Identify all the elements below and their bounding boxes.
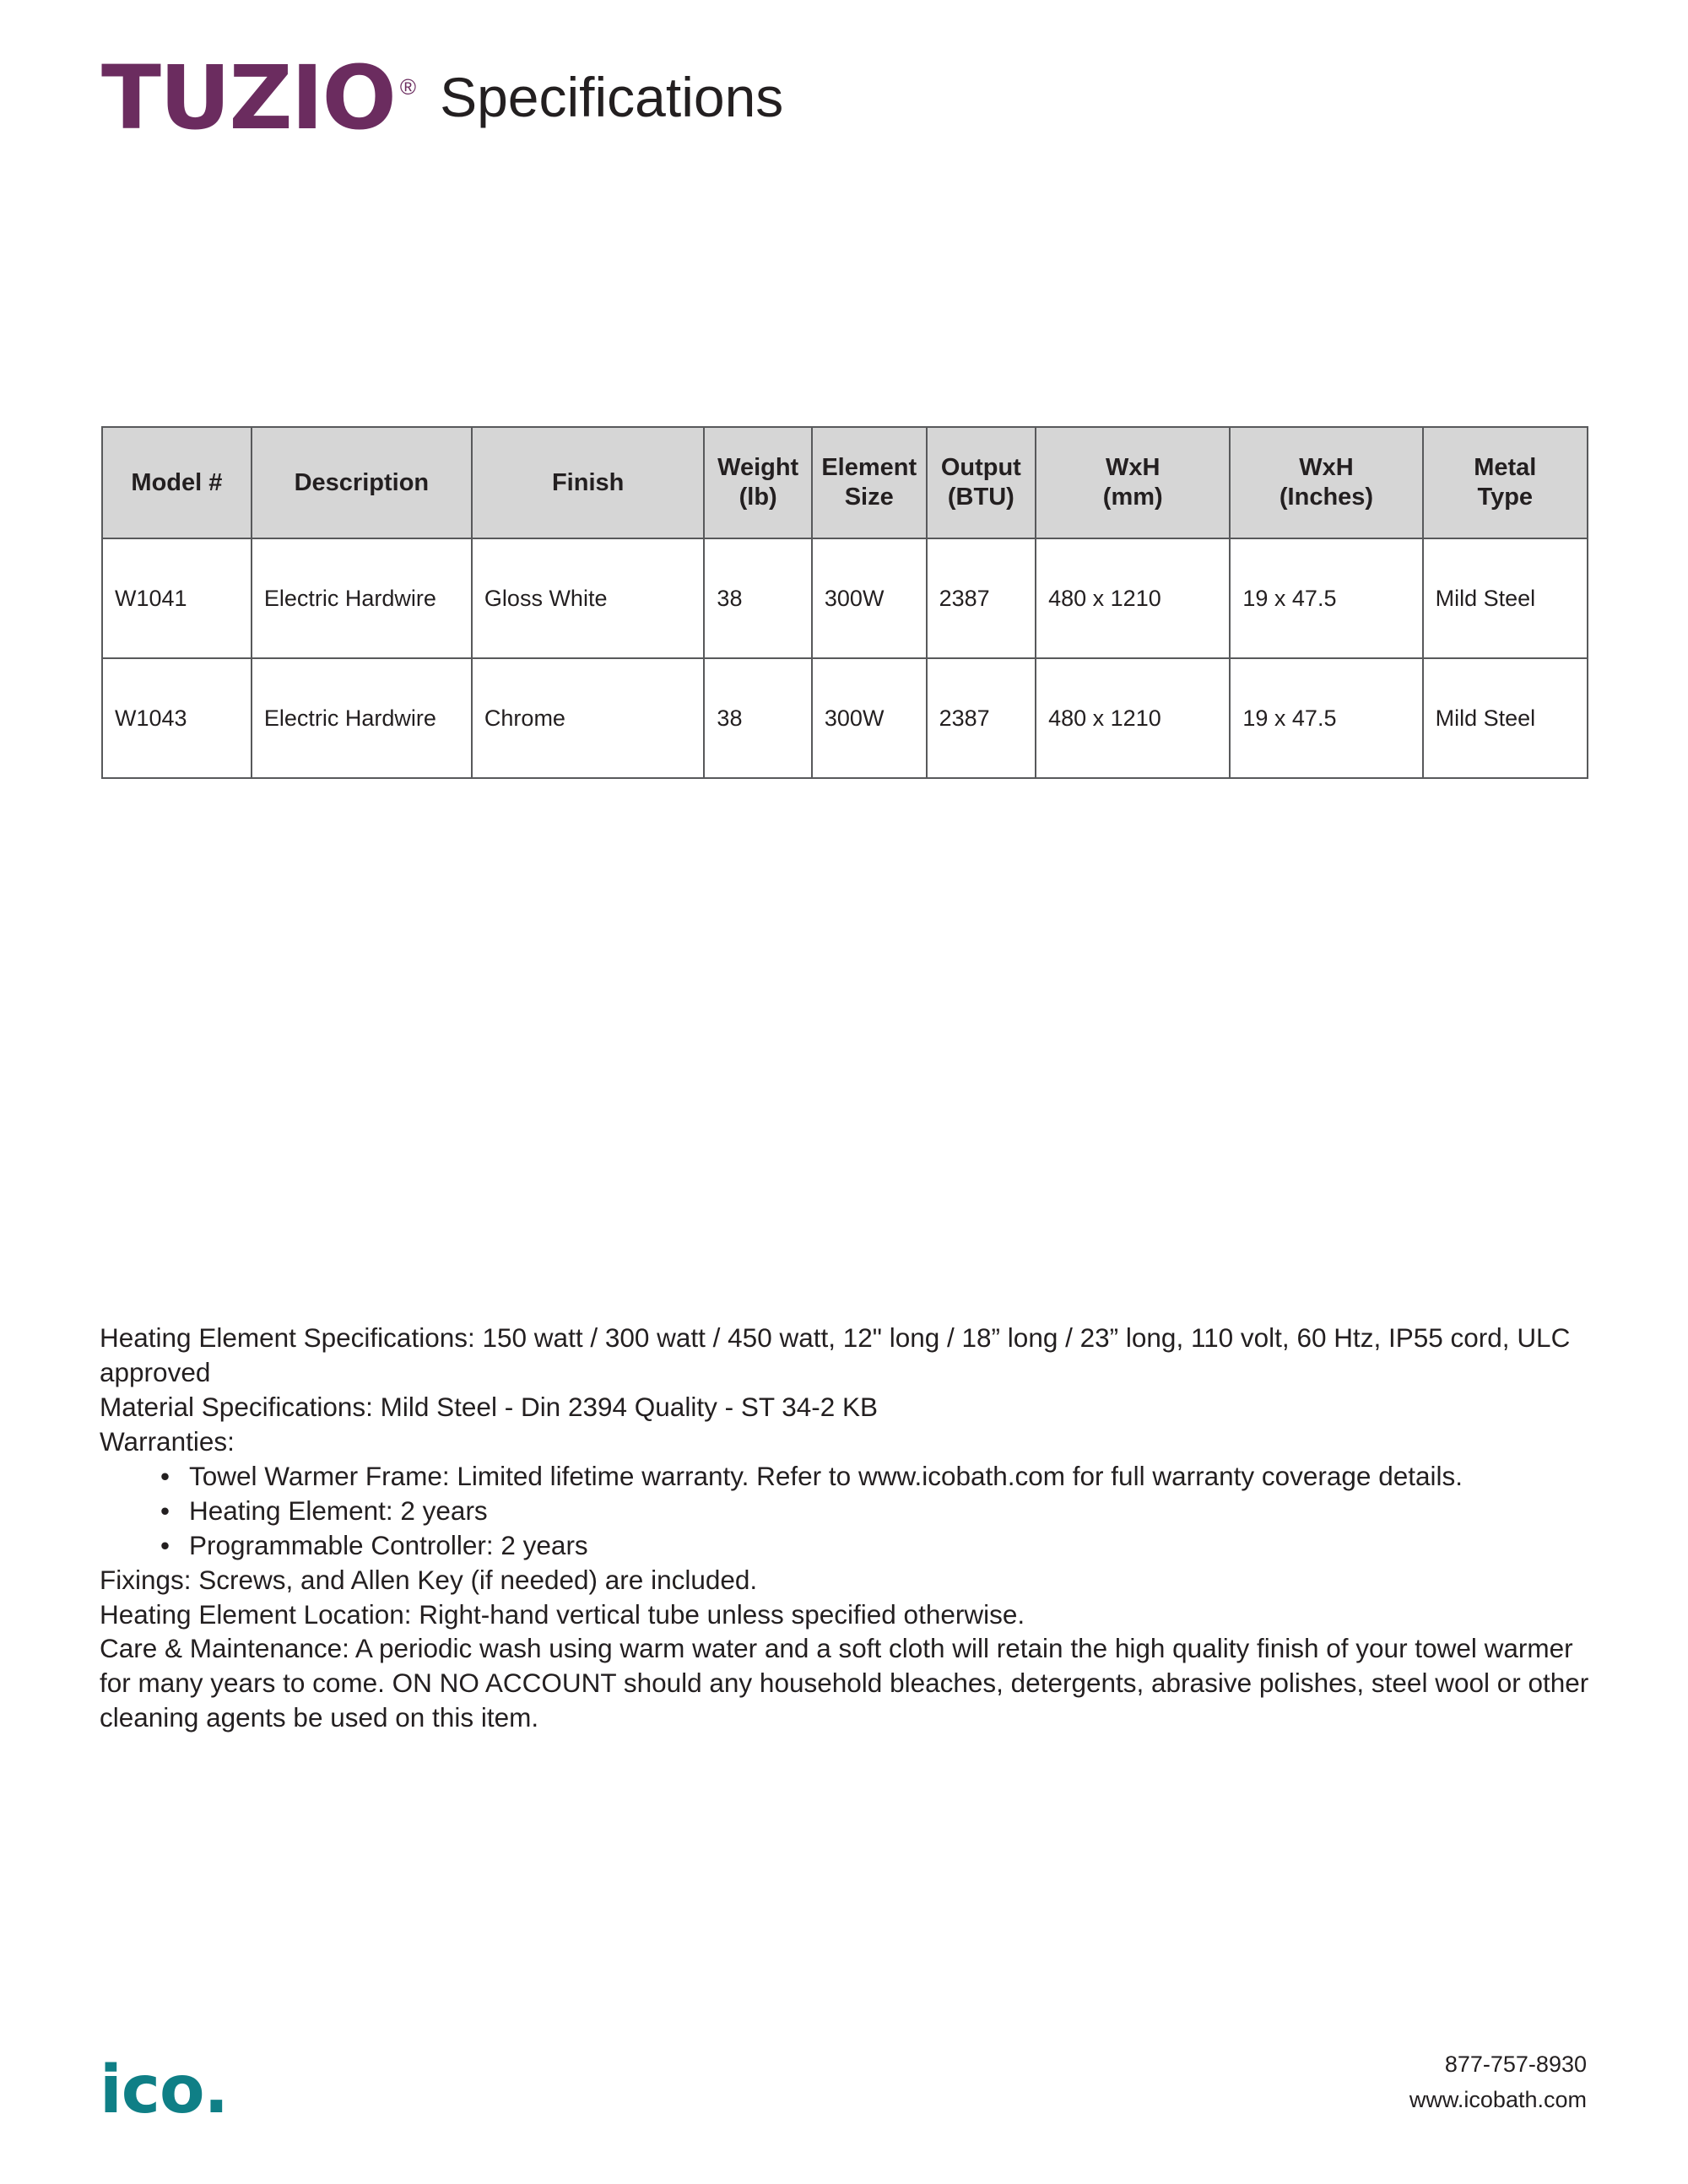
cell-output: 2387 — [927, 658, 1036, 778]
specifications-table-container — [101, 426, 1588, 779]
table-header-row — [102, 427, 1588, 538]
warranty-list — [100, 1459, 1610, 1563]
cell-description: Electric Hardwire — [252, 538, 472, 658]
cell-wxh-inches: 19 x 47.5 — [1230, 538, 1422, 658]
column-header-description-line1: Description — [294, 468, 430, 496]
column-header-model — [102, 427, 252, 538]
table-row — [102, 658, 1588, 778]
page-header — [101, 46, 784, 149]
column-header-output-line1: Output — [940, 454, 1021, 482]
column-header-output-line2: (BTU) — [947, 484, 1014, 511]
note-heating-element-specs: Heating Element Specifications: 150 watt / 300 watt / 450 watt, 12" long / 18” long / 23” long, 110 volt, 60 Htz, IP55 cord, ULC approved — [100, 1322, 1571, 1387]
table-row — [102, 538, 1588, 658]
column-header-wxh-inches — [1230, 427, 1422, 538]
column-header-wxh-mm-line2: (mm) — [1102, 484, 1163, 511]
column-header-metal-type — [1423, 427, 1588, 538]
column-header-output — [927, 427, 1036, 538]
cell-description: Electric Hardwire — [252, 658, 472, 778]
column-header-weight-line1: Weight — [717, 454, 799, 482]
tuzio-logo — [101, 46, 417, 149]
cell-model: W1043 — [102, 658, 252, 778]
cell-model: W1041 — [102, 538, 252, 658]
column-header-wxh-mm — [1036, 427, 1230, 538]
column-header-description — [252, 427, 472, 538]
note-care-maintenance: Care & Maintenance: A periodic wash using warm water and a soft cloth will retain the high quality finish of your towel warmer for many years to come. ON NO ACCOUNT should any household bleaches, detergents, abrasive polishes, steel wool or other cleaning agents be used on this item. — [100, 1633, 1589, 1733]
column-header-weight-line2: (lb) — [738, 484, 777, 511]
footer-website[interactable]: www.icobath.com — [1409, 2087, 1587, 2113]
column-header-element-size-line2: Size — [844, 484, 894, 511]
cell-metal-type: Mild Steel — [1423, 658, 1588, 778]
footer-contact — [1409, 2047, 1587, 2118]
cell-finish: Chrome — [472, 658, 705, 778]
cell-output: 2387 — [927, 538, 1036, 658]
specifications-table — [101, 426, 1588, 779]
cell-wxh-mm: 480 x 1210 — [1036, 658, 1230, 778]
cell-element-size: 300W — [812, 658, 927, 778]
tuzio-wordmark: TUZIO — [101, 46, 395, 149]
list-item: • Programmable Controller: 2 years — [160, 1528, 1610, 1563]
cell-element-size: 300W — [812, 538, 927, 658]
page-title: Specifications — [440, 66, 784, 129]
list-item: • Towel Warmer Frame: Limited lifetime warranty. Refer to www.icobath.com for full warranty coverage details. — [160, 1459, 1610, 1494]
column-header-wxh-mm-line1: WxH — [1106, 454, 1160, 482]
column-header-wxh-inches-line1: WxH — [1299, 454, 1354, 482]
list-item: • Heating Element: 2 years — [160, 1494, 1610, 1528]
column-header-wxh-inches-line2: (Inches) — [1279, 484, 1374, 511]
notes-section — [100, 1321, 1610, 1735]
column-header-weight — [704, 427, 811, 538]
footer-phone: 877-757-8930 — [1444, 2052, 1587, 2078]
column-header-finish — [472, 427, 705, 538]
cell-metal-type: Mild Steel — [1423, 538, 1588, 658]
cell-wxh-mm: 480 x 1210 — [1036, 538, 1230, 658]
column-header-element-size — [812, 427, 927, 538]
ico-logo: ico. — [100, 2052, 229, 2128]
column-header-metal-type-line1: Metal — [1474, 454, 1537, 482]
column-header-element-size-line1: Element — [821, 454, 917, 482]
column-header-finish-line1: Finish — [551, 468, 625, 496]
cell-wxh-inches: 19 x 47.5 — [1230, 658, 1422, 778]
column-header-metal-type-line2: Type — [1477, 484, 1534, 511]
cell-weight: 38 — [704, 538, 811, 658]
cell-finish: Gloss White — [472, 538, 705, 658]
registered-trademark-icon: ® — [399, 74, 417, 100]
note-fixings: Fixings: Screws, and Allen Key (if needed) are included. — [100, 1564, 758, 1595]
note-warranties-label: Warranties: — [100, 1425, 235, 1457]
note-heating-element-location: Heating Element Location: Right-hand vertical tube unless specified otherwise. — [100, 1598, 1025, 1630]
cell-weight: 38 — [704, 658, 811, 778]
column-header-model-line1: Model # — [131, 468, 223, 496]
note-material-specs: Material Specifications: Mild Steel - Din 2394 Quality - ST 34-2 KB — [100, 1391, 879, 1422]
